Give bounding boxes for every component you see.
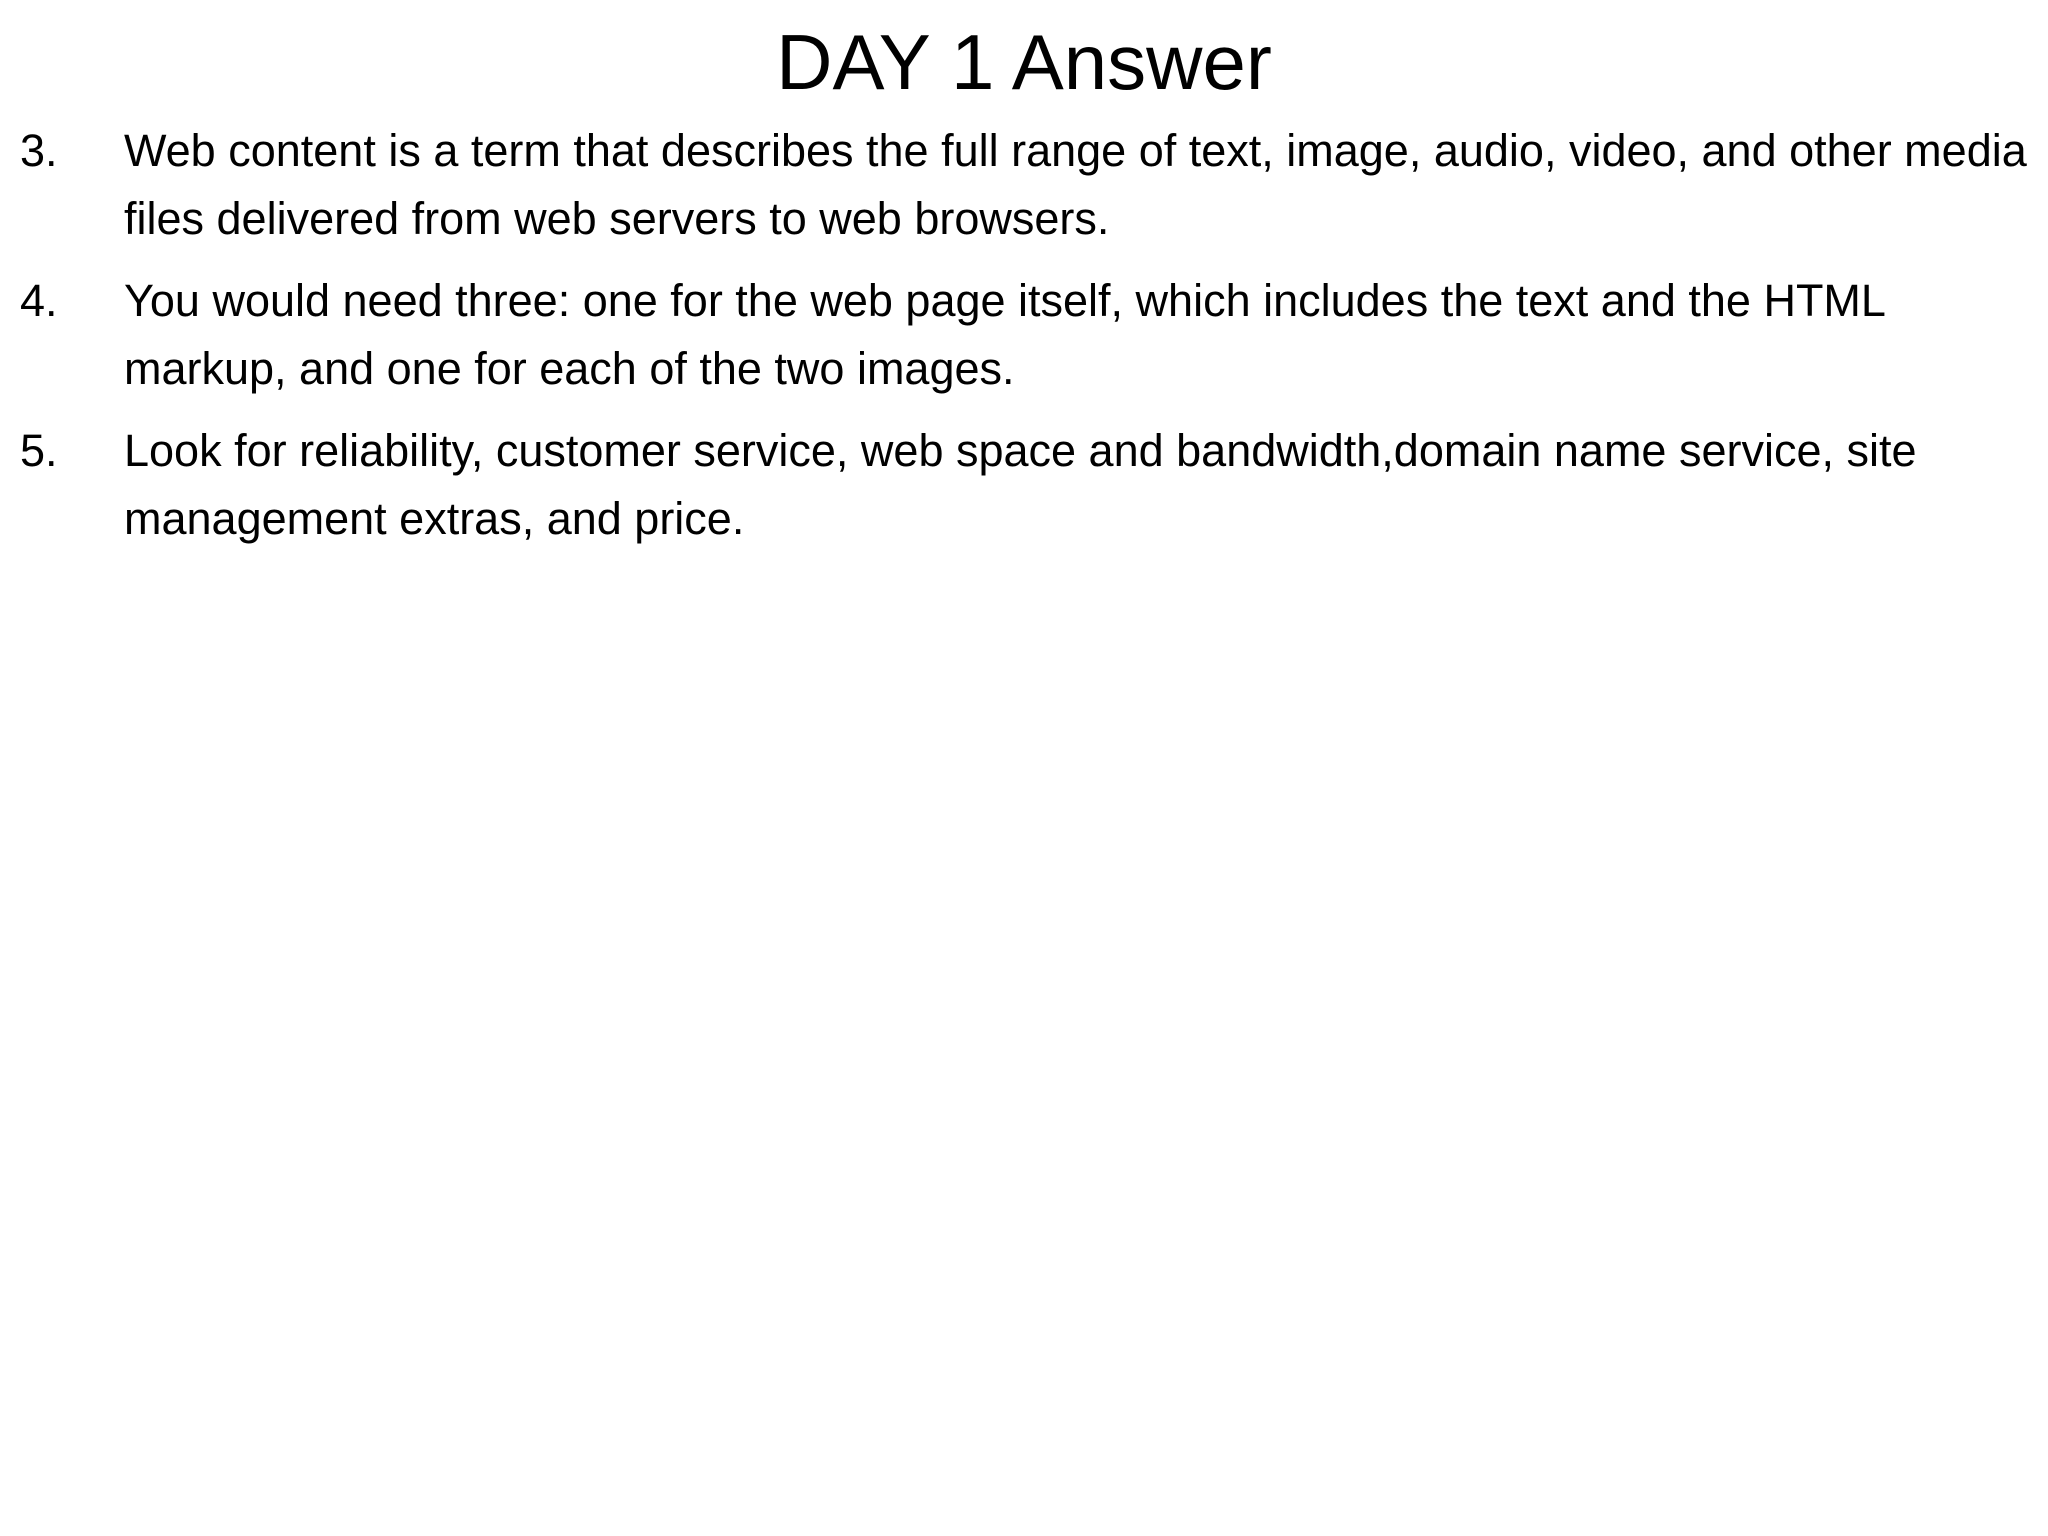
answer-text: Web content is a term that describes the full range of text, image, audio, video, and other media files delivered from web servers to web browsers. <box>124 125 2027 244</box>
answer-number: 3. <box>20 125 58 176</box>
answer-text: Look for reliability, customer service, web space and bandwidth,domain name service, site management extras, and price. <box>124 425 1917 544</box>
answer-number: 5. <box>20 425 58 476</box>
answer-item-3 <box>20 117 2035 253</box>
answer-item-4 <box>20 267 2035 403</box>
answer-list <box>20 117 2035 567</box>
slide-title: DAY 1 Answer <box>776 18 1272 106</box>
answer-text: You would need three: one for the web page itself, which includes the text and the HTML markup, and one for each of the two images. <box>124 275 1885 394</box>
answer-item-5 <box>20 417 2035 553</box>
answer-number: 4. <box>20 275 58 326</box>
